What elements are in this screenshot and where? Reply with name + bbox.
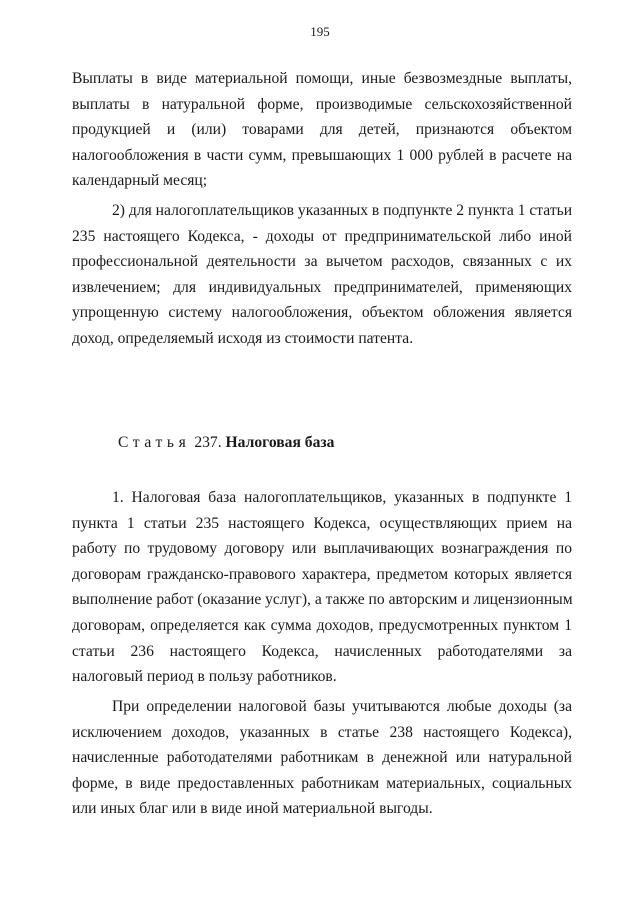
article-prefix: Статья — [118, 434, 191, 451]
text-line: или иных благ или в виде иной материальной выгоды. — [72, 800, 433, 818]
text-line: извлечением; для индивидуальных предпринимателей, применяющих — [72, 278, 572, 296]
article-title: Налоговая база — [225, 434, 335, 451]
text-line: работу по трудовому договору или выплачивающих вознаграждения по — [72, 540, 572, 558]
text-line: договорам, определяется как сумма доходов, предусмотренных пунктом 1 — [72, 616, 572, 634]
article-heading — [118, 430, 334, 455]
text-line: календарный месяц; — [72, 172, 208, 190]
paragraph-material-aid — [72, 66, 572, 194]
paragraph-entrepreneurs — [72, 198, 572, 352]
text-line: 1. Налоговая база налогоплательщиков, указанных в подпункте 1 — [112, 489, 572, 506]
text-line: исключением доходов, указанных в статье 238 настоящего Кодекса), — [72, 723, 572, 741]
text-line: налогообложения в части сумм, превышающих 1 000 рублей в расчете на — [72, 146, 572, 164]
text-line: договорам гражданско-правового характера, предметом которых является — [72, 565, 572, 583]
paragraph-tax-base — [72, 485, 572, 690]
text-line: пункта 1 статьи 235 настоящего Кодекса, осуществляющих прием на — [72, 514, 572, 532]
text-line: налоговый период в пользу работников. — [72, 668, 337, 686]
page-number: 195 — [310, 24, 330, 39]
text-line: 2) для налогоплательщиков указанных в подпункте 2 пункта 1 статьи — [112, 202, 573, 219]
text-line: Выплаты в виде материальной помощи, иные безвозмездные выплаты, — [72, 70, 572, 87]
text-line: начисленные работодателями работникам в денежной или натуральной — [72, 749, 572, 767]
text-line: форме, в виде предоставленных работникам материальных, социальных — [72, 774, 572, 792]
article-number: 237. — [194, 434, 222, 451]
text-line: выплаты в натуральной форме, производимые сельскохозяйственной — [72, 95, 572, 113]
text-line: При определении налоговой базы учитываются любые доходы (за — [112, 698, 572, 715]
text-line: доход, определяемый исходя из стоимости патента. — [72, 329, 414, 347]
paragraph-income-definition — [72, 694, 572, 822]
text-line: профессиональной деятельности за вычетом расходов, связанных с их — [72, 253, 572, 271]
text-line: продукцией и (или) товарами для детей, признаются объектом — [72, 121, 572, 139]
text-line: статьи 236 настоящего Кодекса, начисленных работодателями за — [72, 642, 572, 660]
text-line: 235 настоящего Кодекса, - доходы от предпринимательской либо иной — [72, 227, 572, 245]
text-line: выполнение работ (оказание услуг), а также по авторским и лицензионным — [72, 591, 573, 609]
text-line: упрощенную систему налогообложения, объектом обложения является — [72, 304, 572, 322]
